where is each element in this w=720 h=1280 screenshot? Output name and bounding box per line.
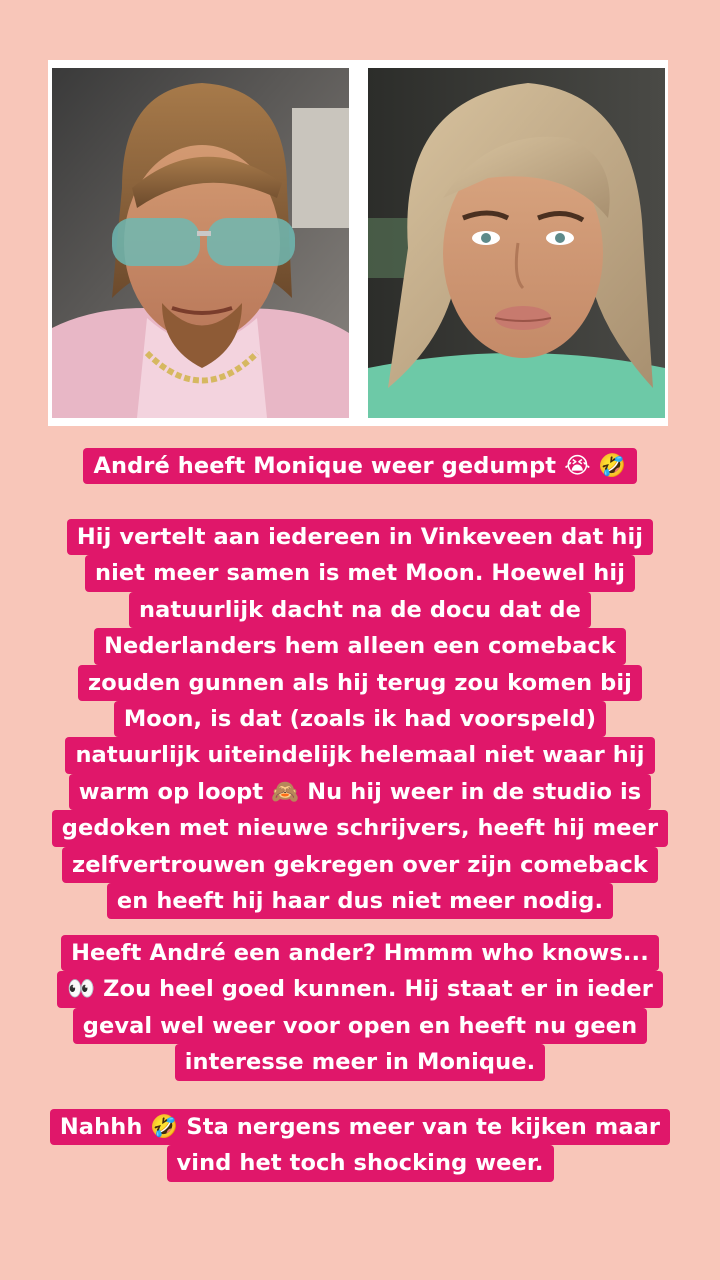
text-line: warm op loopt 🙈 Nu hij weer in de studio is: [69, 774, 652, 810]
text-line: natuurlijk dacht na de docu dat de: [129, 592, 591, 628]
text-line: zouden gunnen als hij terug zou komen bij: [78, 665, 642, 701]
text-line: natuurlijk uiteindelijk helemaal niet waar hij: [65, 737, 654, 773]
text-line: gedoken met nieuwe schrijvers, heeft hij meer: [52, 810, 668, 846]
text-line: Hij vertelt aan iedereen in Vinkeveen dat hij: [67, 519, 653, 555]
paragraph-2: [40, 935, 680, 1081]
text-line: Moon, is dat (zoals ik had voorspeld): [114, 701, 606, 737]
text-line: Heeft André een ander? Hmmm who knows...: [61, 935, 659, 971]
text-line: vind het toch shocking weer.: [167, 1145, 554, 1181]
headline-block: [40, 448, 680, 484]
text-line: Nederlanders hem alleen een comeback: [94, 628, 626, 664]
text-line: niet meer samen is met Moon. Hoewel hij: [85, 555, 635, 591]
paragraph-3: [40, 1109, 680, 1182]
text-line: 👀 Zou heel goed kunnen. Hij staat er in ieder: [57, 971, 663, 1007]
text-line: zelfvertrouwen gekregen over zijn comeback: [62, 847, 658, 883]
photo-left: [52, 68, 349, 418]
photo-right: [368, 68, 665, 418]
text-line: geval wel weer voor open en heeft nu geen: [73, 1008, 647, 1044]
text-line: interesse meer in Monique.: [175, 1044, 546, 1080]
text-line: en heeft hij haar dus niet meer nodig.: [107, 883, 613, 919]
text-line: Nahhh 🤣 Sta nergens meer van te kijken maar: [50, 1109, 670, 1145]
photo-woman-image: [368, 68, 665, 418]
photo-man-image: [52, 68, 349, 418]
paragraph-1: [40, 519, 680, 919]
headline: André heeft Monique weer gedumpt 😭 🤣: [83, 448, 636, 484]
photo-collage: [48, 60, 668, 426]
